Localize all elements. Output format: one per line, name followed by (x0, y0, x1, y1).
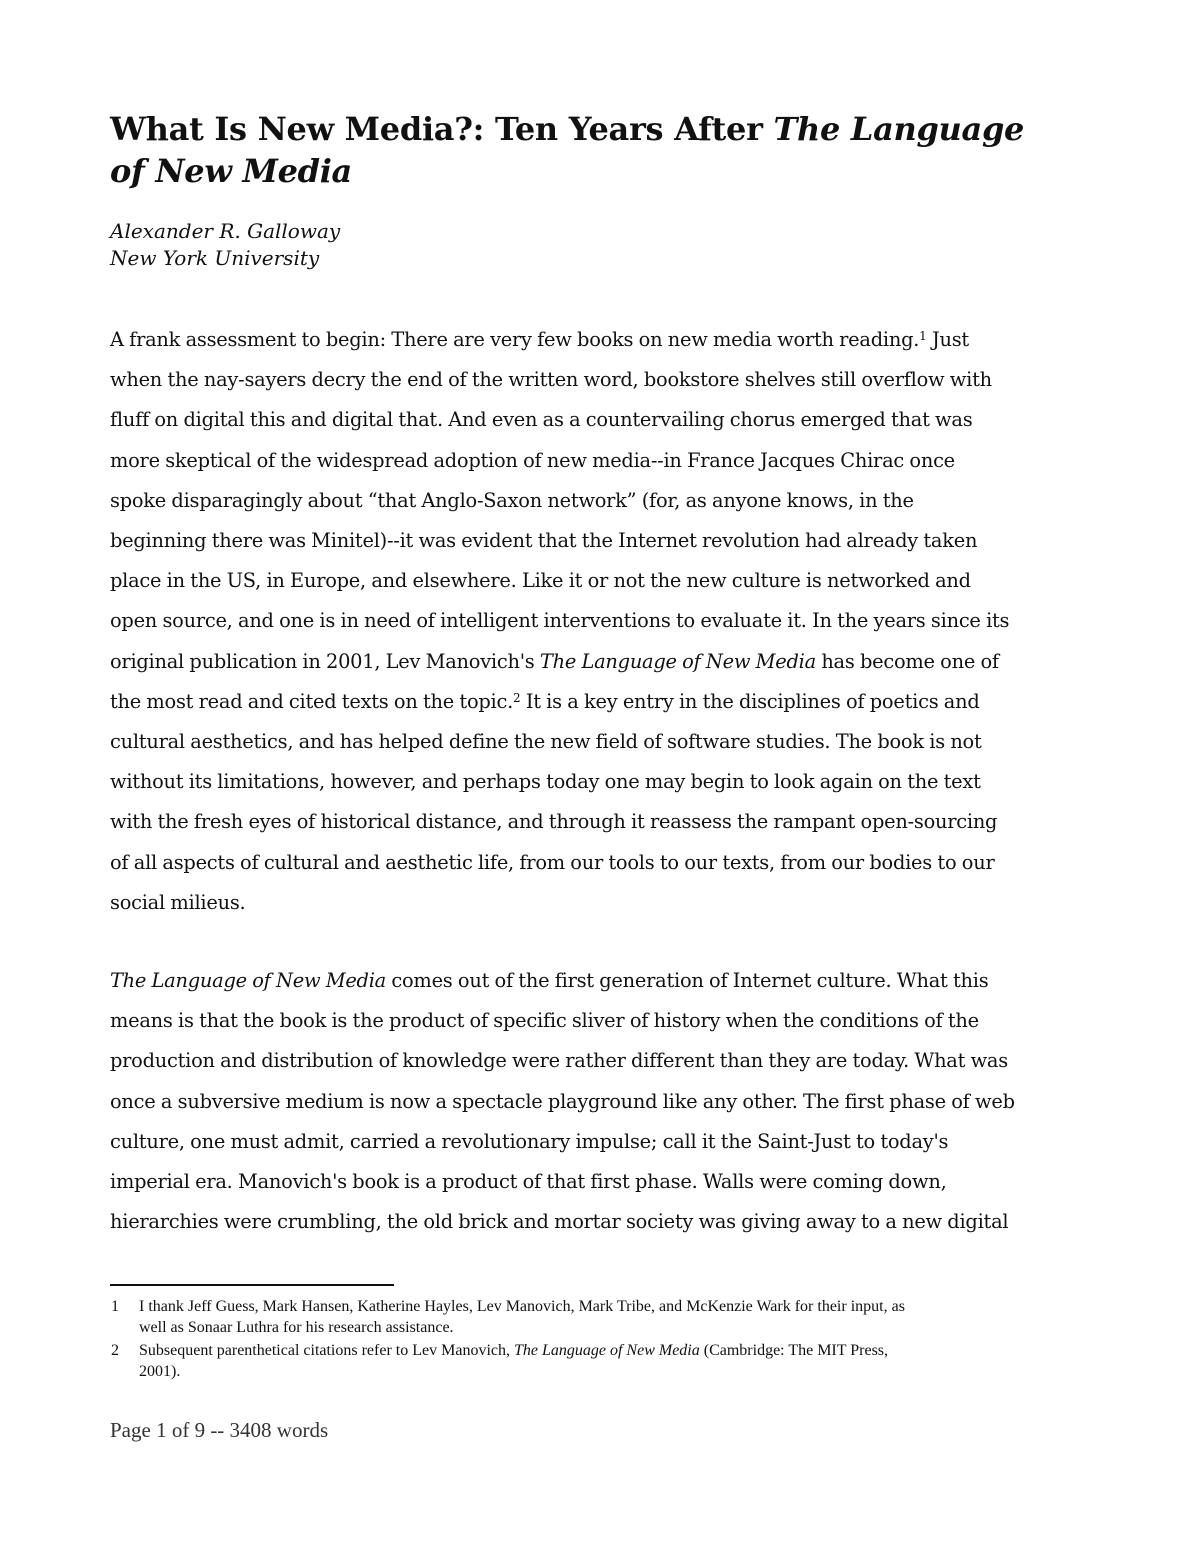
paragraph-line: means is that the book is the product of specific sliver of history when the conditions of the (110, 1009, 979, 1033)
byline (110, 218, 340, 272)
title-part-1: What Is New Media?: Ten Years After (110, 110, 774, 148)
paragraph-line: without its limitations, however, and perhaps today one may begin to look again on the text (110, 770, 981, 794)
paragraph-line: fluff on digital this and digital that. And even as a countervailing chorus emerged that was (110, 408, 973, 432)
body-paragraph-2 (110, 961, 1090, 1242)
footnote-number: 1 (111, 1298, 119, 1315)
paragraph-line: A frank assessment to begin: There are very few books on new media worth reading.$^1$ Just (110, 328, 969, 351)
paragraph-line: place in the US, in Europe, and elsewhere. Like it or not the new culture is networked and (110, 569, 971, 593)
footnote-text: well as Sonaar Luthra for his research assistance. (139, 1319, 454, 1336)
paragraph-line: culture, one must admit, carried a revolutionary impulse; call it the Saint-Just to today's (110, 1129, 949, 1153)
paragraph-line: original publication in 2001, Lev Manovich's The Language of New Media has become one of (110, 649, 999, 673)
footnote-text: Subsequent parenthetical citations refer to Lev Manovich, The Language of New Media (Cambridge: The MIT Press, (139, 1342, 889, 1359)
paragraph-line: once a subversive medium is now a spectacle playground like any other. The first phase of web (110, 1089, 1015, 1113)
book-title-italic: The Language of New Media (539, 649, 816, 673)
paragraph-line: the most read and cited texts on the topic.$^2$ It is a key entry in the disciplines of poetics and (110, 689, 980, 713)
article-title (110, 108, 1090, 192)
footnote-text: I thank Jeff Guess, Mark Hansen, Katherine Hayles, Lev Manovich, Mark Tribe, and McKenzie Wark for their input, as (139, 1298, 905, 1315)
paragraph-line: when the nay-sayers decry the end of the written word, bookstore shelves still overflow with (110, 368, 992, 392)
paragraph-line: hierarchies were crumbling, the old brick and mortar society was giving away to a new digital (110, 1210, 1009, 1234)
footnote-1 (110, 1296, 1090, 1338)
footnote-2 (110, 1340, 1090, 1382)
paragraph-line: cultural aesthetics, and has helped define the new field of software studies. The book is not (110, 730, 982, 754)
title-part-3: of New Media (110, 152, 352, 190)
document-page (110, 0, 1090, 1553)
footnote-separator (110, 1284, 394, 1286)
footnote-text: 2001). (139, 1363, 181, 1380)
paragraph-line: more skeptical of the widespread adoption of new media--in France Jacques Chirac once (110, 448, 955, 472)
book-title-italic: The Language of New Media (513, 1342, 700, 1359)
paragraph-line: The Language of New Media comes out of the first generation of Internet culture. What this (110, 969, 989, 992)
page-count-footer: Page 1 of 9 -- 3408 words (110, 1418, 329, 1442)
paragraph-line: production and distribution of knowledge were rather different than they are today. What was (110, 1049, 1008, 1073)
paragraph-line: beginning there was Minitel)--it was evident that the Internet revolution had already taken (110, 529, 978, 553)
footnotes (110, 1296, 1090, 1384)
author-name: Alexander R. Galloway (110, 219, 341, 243)
paragraph-line: social milieus. (110, 890, 246, 914)
body-paragraph-1 (110, 320, 1090, 923)
author-affiliation: New York University (110, 246, 320, 270)
paragraph-line: imperial era. Manovich's book is a product of that first phase. Walls were coming down, (110, 1170, 947, 1194)
footnote-reference[interactable]: 2 (513, 690, 521, 705)
footnote-reference[interactable]: 1 (919, 329, 927, 343)
paragraph-line: open source, and one is in need of intelligent interventions to evaluate it. In the years since its (110, 609, 1010, 633)
paragraph-line: of all aspects of cultural and aesthetic life, from our tools to our texts, from our bodies to our (110, 850, 995, 874)
paragraph-line: spoke disparagingly about “that Anglo-Saxon network” (for, as anyone knows, in the (110, 488, 914, 512)
footnote-number: 2 (111, 1342, 119, 1359)
paragraph-line: with the fresh eyes of historical distance, and through it reassess the rampant open-sourcing (110, 810, 998, 834)
title-part-2: The Language (773, 110, 1025, 148)
book-title-italic: The Language of New Media (110, 969, 386, 992)
